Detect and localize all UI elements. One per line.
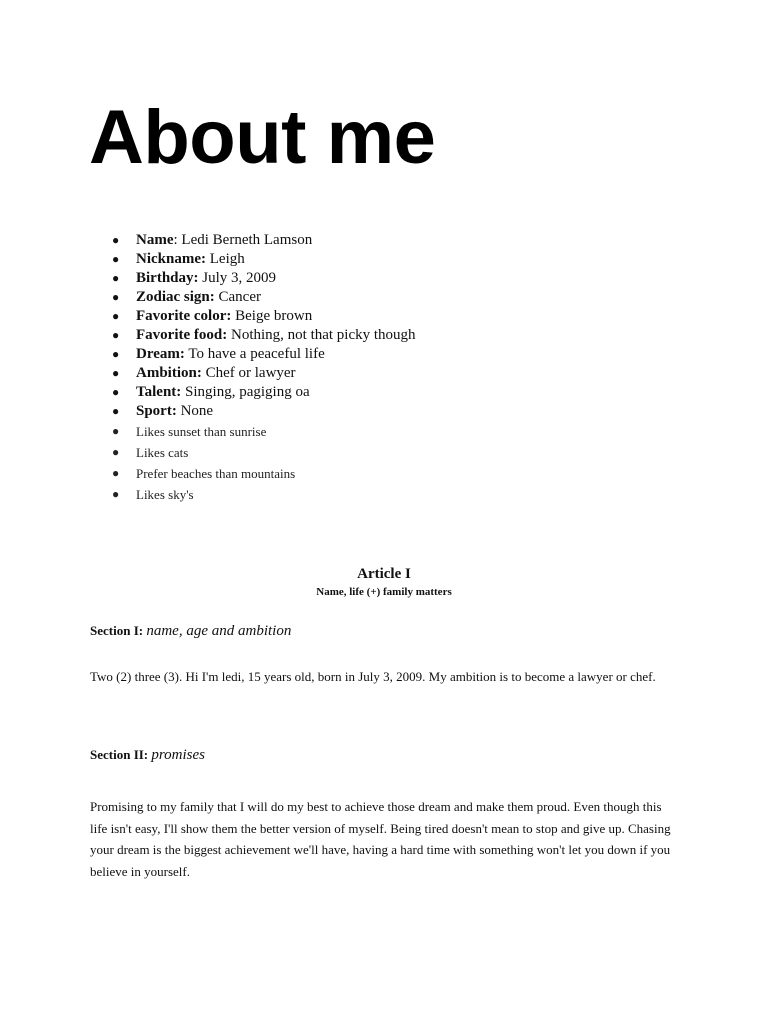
profile-list [112,231,416,505]
list-item [112,288,416,307]
bullet-icon: ● [112,347,120,361]
bullet-icon: ● [112,290,120,304]
item-label: Favorite color: [136,308,232,324]
list-item [112,402,416,421]
bullet-icon: ● [112,466,120,480]
item-value: Singing, pagiging oa [185,384,310,400]
section-paragraph: Promising to my family that I will do my best to achieve those dream and make them proud. Even though this life isn't easy, I'll show them the better version of myself. Being tired doesn't mean to stop and give up. Chasing your dream is the biggest achievement we'll have, having a hard time with something won't let you down if you believe in yourself. [90,799,671,879]
item-text: Prefer beaches than mountains [136,466,296,481]
list-item [112,484,416,505]
list-item [112,326,416,345]
bullet-icon: ● [112,328,120,342]
item-label: Favorite food: [136,327,228,343]
list-item [112,442,416,463]
list-item [112,345,416,364]
item-label: Dream: [136,346,185,362]
article-heading: Article I [357,566,411,582]
item-value: To have a peaceful life [188,346,325,362]
item-label: Birthday: [136,270,199,286]
section-title: name, age and ambition [146,623,292,639]
list-item [112,364,416,383]
section-label: Section II: [90,747,149,762]
list-item [112,250,416,269]
item-label: Ambition: [136,365,202,381]
item-value: Ledi Berneth Lamson [181,232,313,248]
bullet-icon: ● [112,252,120,266]
section-paragraph: Two (2) three (3). Hi I'm ledi, 15 years old, born in July 3, 2009. My ambition is to become a lawyer or chef. [90,669,656,684]
bullet-icon: ● [112,233,120,247]
item-text: Likes sky's [136,487,194,502]
bullet-icon: ● [112,366,120,380]
list-item [112,463,416,484]
list-item [112,269,416,288]
item-value: Chef or lawyer [205,365,296,381]
list-item [112,231,416,250]
item-value: None [180,403,214,419]
item-text: Likes cats [136,445,189,460]
list-item [112,383,416,402]
item-value: Cancer [218,289,261,305]
bullet-icon: ● [112,309,120,323]
item-label: Talent: [136,384,182,400]
item-label: Sport: [136,403,177,419]
item-label: Zodiac sign: [136,289,215,305]
bullet-icon: ● [112,424,120,438]
item-text: Likes sunset than sunrise [136,424,267,439]
bullet-icon: ● [112,487,120,501]
item-value: Beige brown [235,308,313,324]
bullet-icon: ● [112,445,120,459]
item-value: July 3, 2009 [202,270,277,286]
article-subheading: Name, life (+) family matters [316,586,452,598]
bullet-icon: ● [112,404,120,418]
list-item [112,307,416,326]
page-title: About me [89,95,436,180]
item-value: Nothing, not that picky though [230,327,416,343]
bullet-icon: ● [112,271,120,285]
item-label: Name [136,232,174,248]
list-item [112,421,416,442]
section-heading [90,746,205,764]
section-heading [90,622,291,640]
item-separator: : [173,232,182,248]
section-label: Section I: [90,623,144,638]
item-label: Nickname: [136,251,206,267]
section-title: promises [151,747,206,763]
bullet-icon: ● [112,385,120,399]
item-value: Leigh [209,251,245,267]
